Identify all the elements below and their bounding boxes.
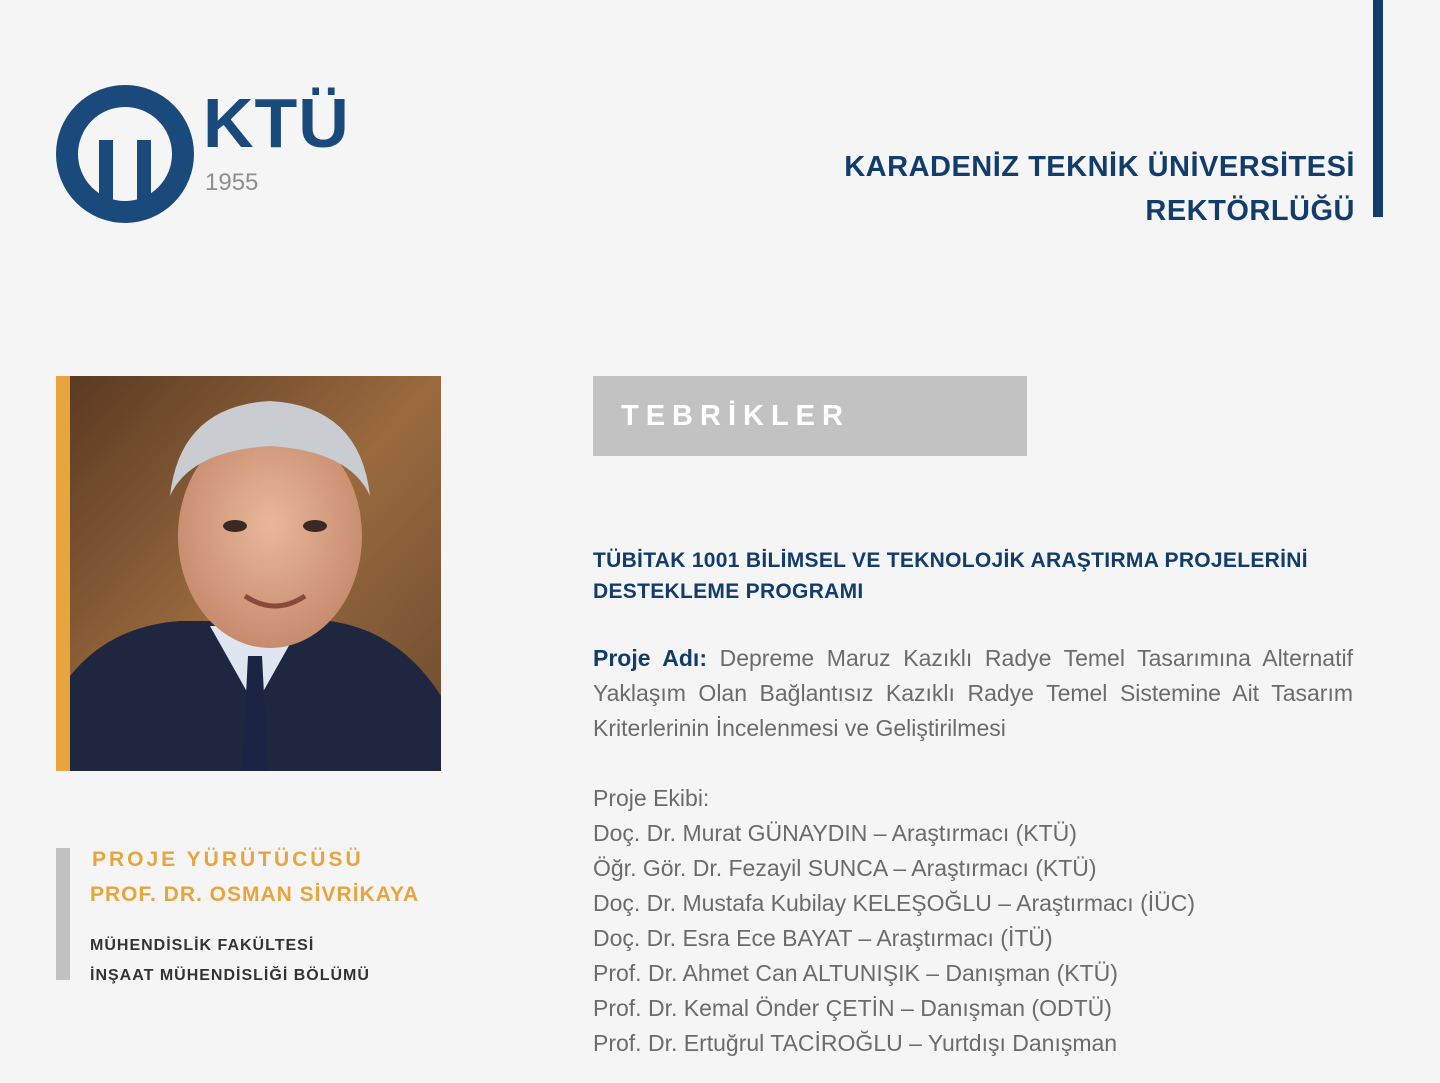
logo-year: 1955: [205, 169, 259, 196]
project-name-text: Depreme Maruz Kazıklı Radye Temel Tasarımına Alternatif Yaklaşım Olan Bağlantısız Kazıklı Radye Temel Sistemine Ait Tasarım Kriterlerinin İncelenmesi ve Geliştirilmesi: [593, 645, 1353, 741]
project-name: [593, 641, 1353, 746]
program-title-line1: TÜBİTAK 1001 BİLİMSEL VE TEKNOLOJİK ARAŞTIRMA PROJELERİNİ: [593, 549, 1308, 572]
executor-role: PROJE YÜRÜTÜCÜSÜ: [92, 848, 364, 871]
logo-text: KTÜ: [203, 84, 350, 162]
project-team: [593, 781, 1195, 1061]
executor-affiliation: [90, 931, 370, 991]
header-accent-bar: [1373, 0, 1383, 217]
executor-accent-bar: [56, 848, 70, 980]
executor-department: İNŞAAT MÜHENDİSLİĞİ BÖLÜMÜ: [90, 967, 370, 984]
photo-accent-bar: [56, 376, 70, 771]
congrats-label: TEBRİKLER: [621, 400, 850, 432]
institution-header: [844, 145, 1355, 233]
team-member: Öğr. Gör. Dr. Fezayil SUNCA – Araştırmacı (KTÜ): [593, 855, 1097, 881]
team-member: Prof. Dr. Ertuğrul TACİROĞLU – Yurtdışı Danışman: [593, 1030, 1118, 1056]
team-member: Doç. Dr. Murat GÜNAYDIN – Araştırmacı (KTÜ): [593, 820, 1077, 846]
congrats-banner: [593, 376, 1027, 456]
program-title: [593, 545, 1363, 607]
team-member: Doç. Dr. Esra Ece BAYAT – Araştırmacı (İTÜ): [593, 925, 1053, 951]
team-member: Prof. Dr. Kemal Önder ÇETİN – Danışman (ODTÜ): [593, 995, 1112, 1021]
team-member: Prof. Dr. Ahmet Can ALTUNIŞIK – Danışman (KTÜ): [593, 960, 1118, 986]
executor-faculty: MÜHENDİSLİK FAKÜLTESİ: [90, 937, 315, 954]
program-title-line2: DESTEKLEME PROGRAMI: [593, 580, 864, 603]
institution-name: KARADENİZ TEKNİK ÜNİVERSİTESİ: [844, 151, 1355, 183]
ktu-logo-mark-icon: [55, 84, 195, 224]
portrait-photo-icon: [70, 376, 441, 771]
team-heading: Proje Ekibi:: [593, 785, 710, 811]
team-member: Doç. Dr. Mustafa Kubilay KELEŞOĞLU – Araştırmacı (İÜC): [593, 890, 1196, 916]
institution-office: REKTÖRLÜĞÜ: [1145, 195, 1355, 227]
executor-name: PROF. DR. OSMAN SİVRİKAYA: [90, 883, 420, 906]
project-name-label: Proje Adı:: [593, 645, 707, 671]
